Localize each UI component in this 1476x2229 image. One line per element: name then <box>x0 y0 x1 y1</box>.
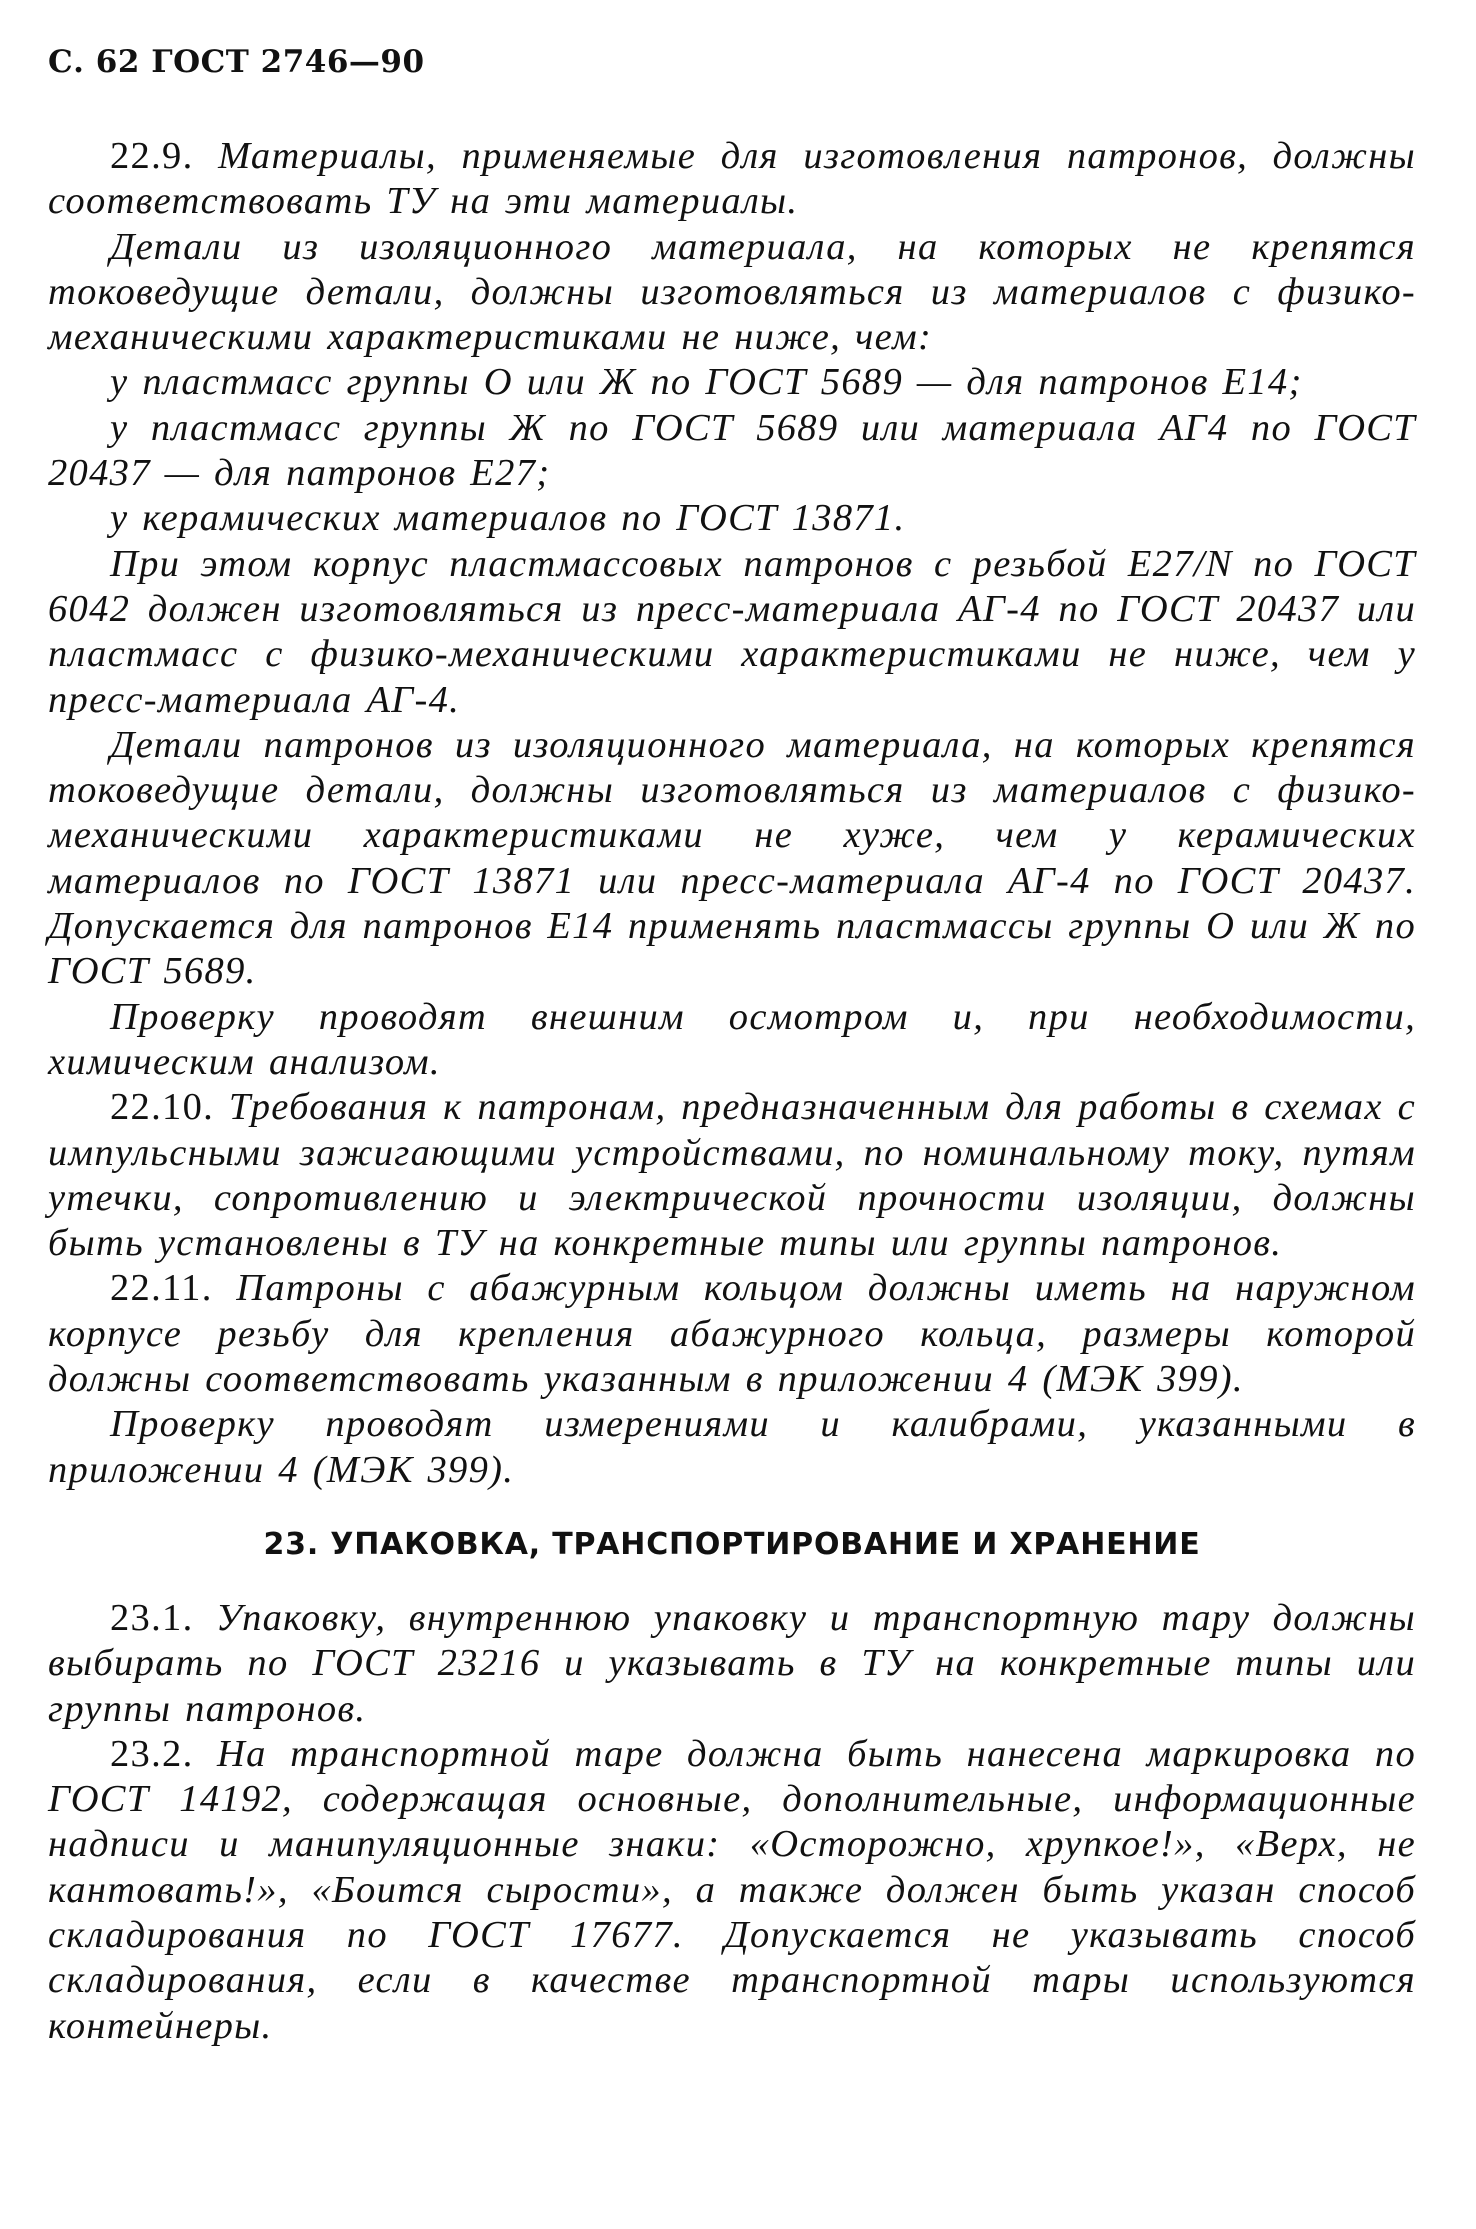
paragraph-inspection-visual <box>48 995 1416 1086</box>
paragraph-text: Патроны с абажурным кольцом должны иметь на наружном корпусе резьбу для крепления абажурного кольца, размеры которой должны соответствовать указанным в приложении 4 (МЭК 399). <box>48 1267 1416 1401</box>
paragraph-text: При этом корпус пластмассовых патронов с резьбой Е27/N по ГОСТ 6042 должен изготовляться из пресс-материала АГ-4 по ГОСТ 20437 или пластмасс с физико-механическими характеристиками не ниже, чем у пресс-материала АГ-4. <box>48 542 1416 721</box>
paragraph-text: Детали из изоляционного материала, на которых не крепятся токоведущие детали, должны изготовляться из материалов с физико-механическими характеристиками не ниже, чем: <box>48 225 1416 359</box>
section-22 <box>48 134 1416 1493</box>
section-23-heading: 23. УПАКОВКА, ТРАНСПОРТИРОВАНИЕ И ХРАНЕНИЕ <box>263 1526 1201 1562</box>
paragraph-text: Материалы, применяемые для изготовления патронов, должны соответствовать ТУ на эти материалы. <box>48 135 1416 223</box>
clause-number: 22.9. <box>110 135 194 177</box>
document-body <box>48 134 1416 2049</box>
paragraph-text: Упаковку, внутреннюю упаковку и транспортную тару должны выбирать по ГОСТ 23216 и указывать в ТУ на конкретные типы или группы патронов. <box>48 1596 1416 1730</box>
paragraph-plastic-group-e14 <box>48 360 1416 405</box>
page-header: С. 62 ГОСТ 2746—90 <box>48 44 425 80</box>
paragraph-ceramic-materials <box>48 496 1416 541</box>
paragraph-inspection-gauges <box>48 1402 1416 1493</box>
clause-number: 22.10. <box>110 1086 215 1129</box>
paragraph-plastic-group-e27 <box>48 406 1416 497</box>
paragraph-housing-e27n <box>48 542 1416 723</box>
paragraph-text: Проверку проводят внешним осмотром и, при необходимости, химическим анализом. <box>48 995 1416 1083</box>
paragraph-text: Детали патронов из изоляционного материала, на которых крепятся токоведущие детали, должны изготовляться из материалов с физико-механическими характеристиками не хуже, чем у керамических материалов по ГОСТ 13871 или пресс-материала АГ-4 по ГОСТ 20437. Допускается для патронов Е14 применять пластмассы группы О или Ж по ГОСТ 5689. <box>48 723 1416 993</box>
paragraph-current-carrying-parts <box>48 723 1416 995</box>
paragraph-text: На транспортной таре должна быть нанесена маркировка по ГОСТ 14192, содержащая основные, дополнительные, информационные надписи и манипуляционные знаки: «Осторожно, хрупкое!», «Верх, не кантовать!», «Боится сырости», а также должен быть указан способ складирования по ГОСТ 17677. Допускается не указывать способ складирования, если в качестве транспортной тары используются контейнеры. <box>48 1732 1416 2047</box>
paragraph-text: у пластмасс группы Ж по ГОСТ 5689 или материала АГ4 по ГОСТ 20437 — для патронов Е27; <box>48 406 1416 495</box>
paragraph-text: Проверку проводят измерениями и калибрами, указанными в приложении 4 (МЭК 399). <box>48 1403 1416 1491</box>
paragraph-23-1 <box>48 1596 1416 1732</box>
paragraph-text: у пластмасс группы О или Ж по ГОСТ 5689 — для патронов Е14; <box>110 361 1303 404</box>
paragraph-22-11 <box>48 1266 1416 1402</box>
paragraph-22-9 <box>48 134 1416 225</box>
paragraph-22-10 <box>48 1085 1416 1266</box>
paragraph-text: Требования к патронам, предназначенным для работы в схемах с импульсными зажигающими устройствами, по номинальному току, путям утечки, сопротивлению и электрической прочности изоляции, должны быть установлены в ТУ на конкретные типы или группы патронов. <box>48 1086 1416 1265</box>
clause-number: 23.2. <box>110 1732 194 1775</box>
clause-number: 22.11. <box>110 1267 213 1310</box>
section-23 <box>48 1596 1416 2049</box>
clause-number: 23.1. <box>110 1596 194 1639</box>
paragraph-insulation-parts <box>48 225 1416 361</box>
paragraph-text: у керамических материалов по ГОСТ 13871. <box>110 497 906 540</box>
paragraph-23-2 <box>48 1732 1416 2049</box>
